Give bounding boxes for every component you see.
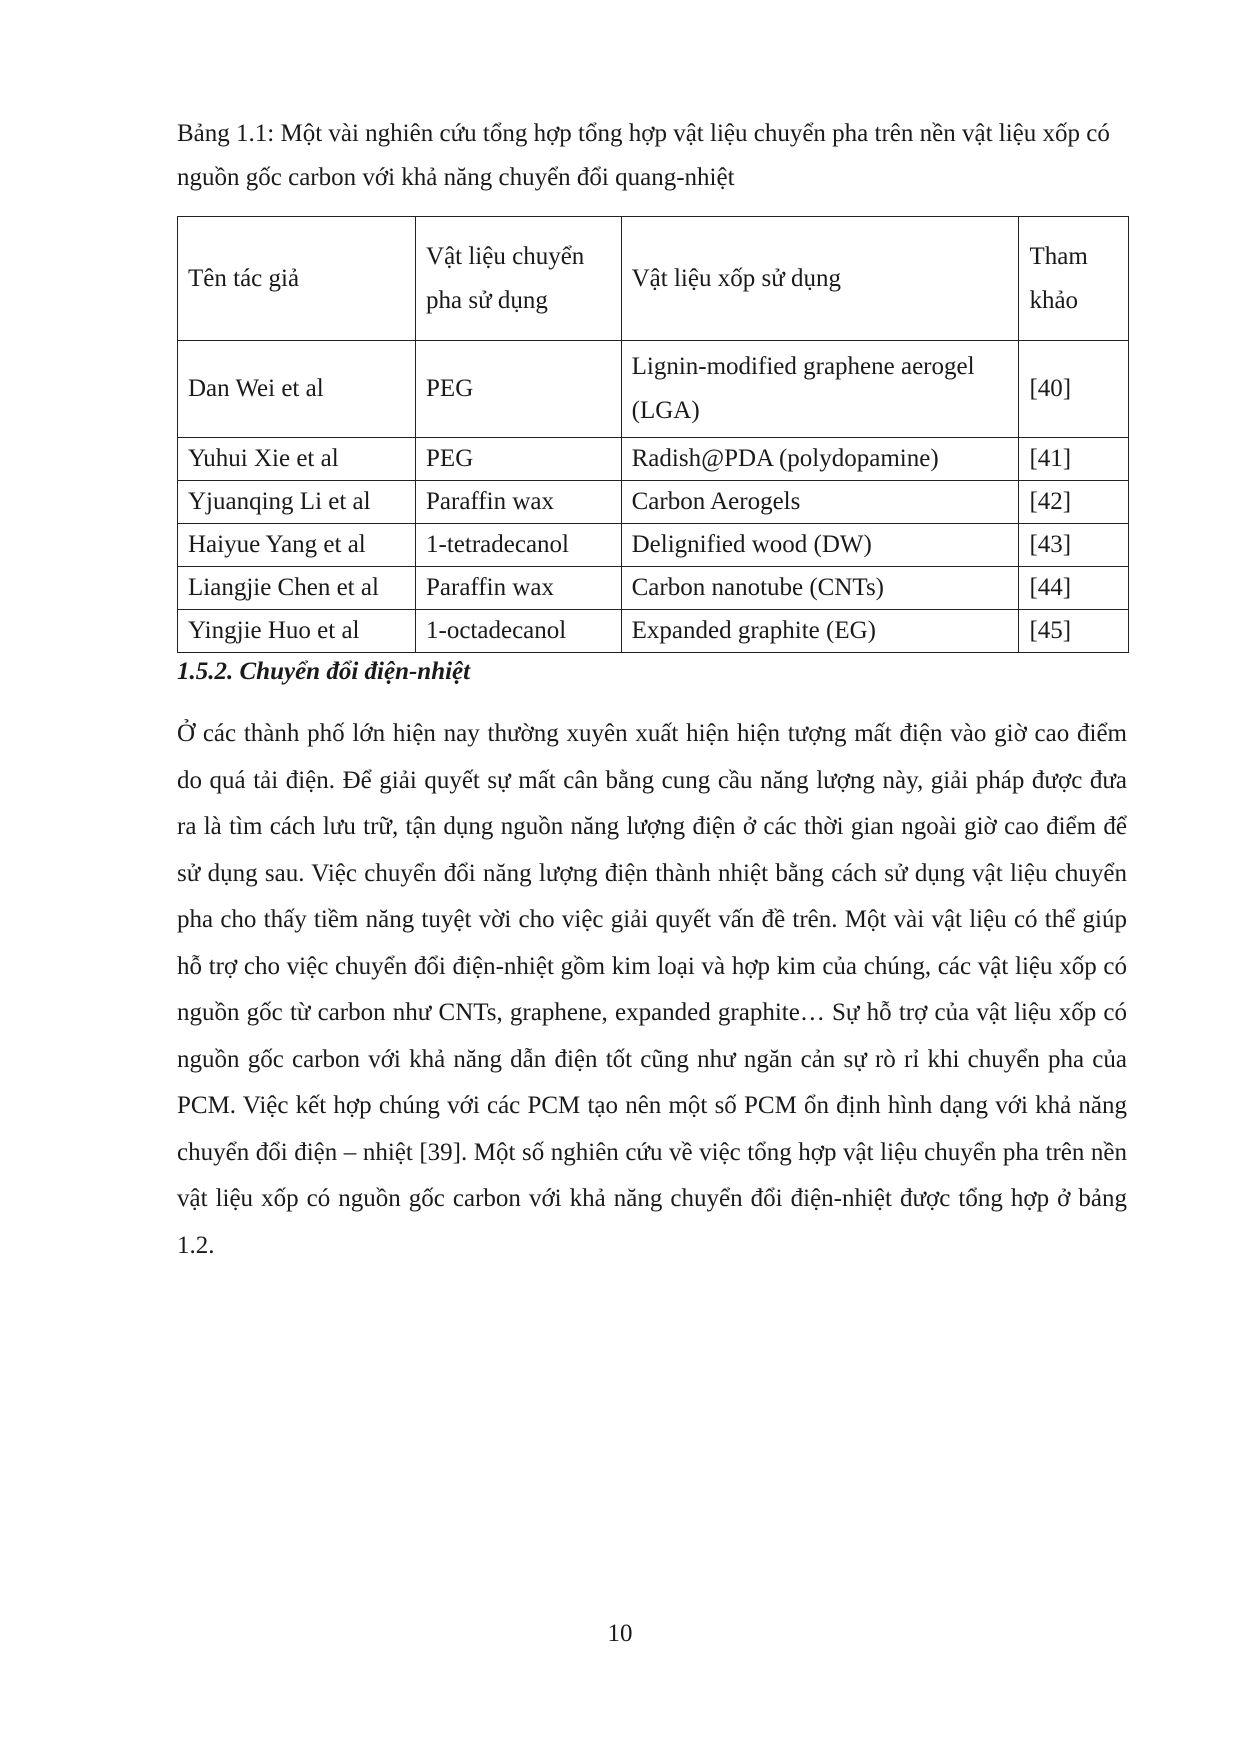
- cell-reference: [42]: [1019, 481, 1129, 524]
- cell-porous-material: Delignified wood (DW): [621, 524, 1019, 567]
- page-number: 10: [607, 1620, 633, 1647]
- table-row: [178, 481, 1129, 524]
- cell-reference: [41]: [1019, 438, 1129, 481]
- cell-porous-material: Lignin-modified graphene aerogel (LGA): [621, 341, 1019, 438]
- cell-author: Haiyue Yang et al: [178, 524, 416, 567]
- cell-pcm: 1-tetradecanol: [416, 524, 622, 567]
- cell-porous-material: Carbon nanotube (CNTs): [621, 567, 1019, 610]
- cell-porous-material: Carbon Aerogels: [621, 481, 1019, 524]
- cell-porous-material: Expanded graphite (EG): [621, 610, 1019, 653]
- cell-pcm: Paraffin wax: [416, 567, 622, 610]
- cell-author: Yjuanqing Li et al: [178, 481, 416, 524]
- cell-reference: [45]: [1019, 610, 1129, 653]
- cell-pcm: PEG: [416, 341, 622, 438]
- cell-reference: [40]: [1019, 341, 1129, 438]
- cell-pcm: Paraffin wax: [416, 481, 622, 524]
- table-caption: Bảng 1.1: Một vài nghiên cứu tổng hợp tổng hợp vật liệu chuyển pha trên nền vật liệu xốp có nguồn gốc carbon với khả năng chuyển đổi quang-nhiệt: [177, 120, 1110, 191]
- section-heading: 1.5.2. Chuyển đổi điện-nhiệt: [177, 658, 471, 685]
- cell-author: Liangjie Chen et al: [178, 567, 416, 610]
- body-paragraph: Ở các thành phố lớn hiện nay thường xuyên xuất hiện hiện tượng mất điện vào giờ cao điểm do quá tải điện. Để giải quyết sự mất cân bằng cung cầu năng lượng này, giải pháp được đưa ra là tìm cách lưu trữ, tận dụng nguồn năng lượng điện ở các thời gian ngoài giờ cao điểm để sử dụng sau. Việc chuyển đổi năng lượng điện thành nhiệt bằng cách sử dụng vật liệu chuyển pha cho thấy tiềm năng tuyệt vời cho việc giải quyết vấn đề trên. Một vài vật liệu có thể giúp hỗ trợ cho việc chuyển đổi điện-nhiệt gồm kim loại và hợp kim của chúng, các vật liệu xốp có nguồn gốc từ carbon như CNTs, graphene, expanded graphite… Sự hỗ trợ của vật liệu xốp có nguồn gốc carbon với khả năng dẫn điện tốt cũng như ngăn cản sự rò rỉ khi chuyển pha của PCM. Việc kết hợp chúng với các PCM tạo nên một số PCM ổn định hình dạng với khả năng chuyển đổi điện – nhiệt [39]. Một số nghiên cứu về việc tổng hợp vật liệu chuyển pha trên nền vật liệu xốp có nguồn gốc carbon với khả năng chuyển đổi điện-nhiệt được tổng hợp ở bảng 1.2.: [177, 720, 1127, 1259]
- table-row: [178, 524, 1129, 567]
- cell-reference: [43]: [1019, 524, 1129, 567]
- cell-author: Dan Wei et al: [178, 341, 416, 438]
- document-page: [177, 112, 1127, 1269]
- cell-porous-material: Radish@PDA (polydopamine): [621, 438, 1019, 481]
- research-table: [177, 216, 1129, 653]
- cell-author: Yingjie Huo et al: [178, 610, 416, 653]
- cell-reference: [44]: [1019, 567, 1129, 610]
- table-header-row: [178, 217, 1129, 341]
- cell-pcm: 1-octadecanol: [416, 610, 622, 653]
- table-row: [178, 341, 1129, 438]
- table-row: [178, 610, 1129, 653]
- cell-author: Yuhui Xie et al: [178, 438, 416, 481]
- table-row: [178, 438, 1129, 481]
- header-cell-reference: Tham khảo: [1019, 217, 1129, 341]
- table-row: [178, 567, 1129, 610]
- header-cell-author: Tên tác giả: [178, 217, 416, 341]
- cell-pcm: PEG: [416, 438, 622, 481]
- header-cell-pcm: Vật liệu chuyển pha sử dụng: [416, 217, 622, 341]
- header-cell-porous-material: Vật liệu xốp sử dụng: [621, 217, 1019, 341]
